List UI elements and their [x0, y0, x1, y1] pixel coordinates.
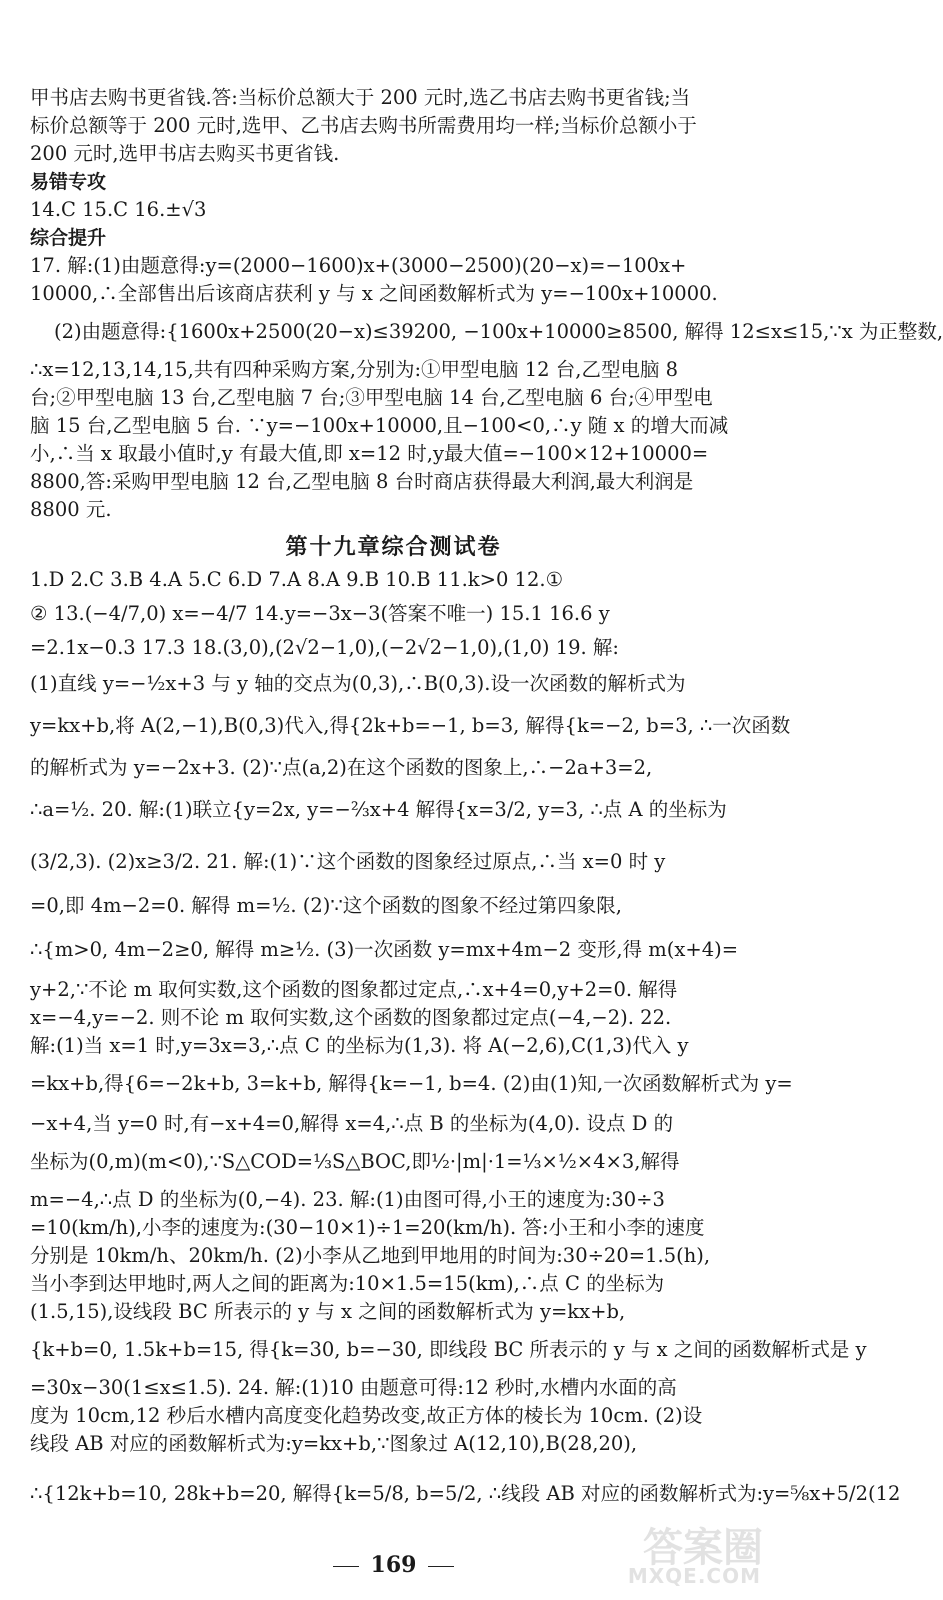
- text-line: ∴{m>0, 4m−2≥0, 解得 m≥½. (3)一次函数 y=mx+4m−2 变形,得 m(x+4)=: [30, 938, 739, 961]
- text-line: (3/2,3). (2)x≥3/2. 21. 解:(1)∵这个函数的图象经过原点,∴当 x=0 时 y: [30, 850, 666, 873]
- section-heading-zonghe: 综合提升: [30, 227, 107, 249]
- text-line: (1)直线 y=−½x+3 与 y 轴的交点为(0,3),∴B(0,3).设一次函数的解析式为: [30, 672, 686, 695]
- text-line: {k+b=0, 1.5k+b=15, 得{k=30, b=−30, 即线段 BC 所表示的 y 与 x 之间的函数解析式是 y: [30, 1338, 867, 1361]
- text-line: 1.D 2.C 3.B 4.A 5.C 6.D 7.A 8.A 9.B 10.B 11.k>0 12.①: [30, 568, 564, 591]
- text-line: ② 13.(−4/7,0) x=−4/7 14.y=−3x−3(答案不唯一) 15.1 16.6 y: [30, 602, 610, 625]
- text-line: ∴x=12,13,14,15,共有四种采购方案,分别为:①甲型电脑 12 台,乙型电脑 8: [30, 358, 679, 381]
- text-line: 当小李到达甲地时,两人之间的距离为:10×1.5=15(km),∴点 C 的坐标为: [30, 1272, 665, 1295]
- text-line: 分别是 10km/h、20km/h. (2)小李从乙地到甲地用的时间为:30÷20=1.5(h),: [30, 1244, 711, 1267]
- text-line: =30x−30(1≤x≤1.5). 24. 解:(1)10 由题意可得:12 秒时,水槽内水面的高: [30, 1376, 677, 1399]
- text-line: 度为 10cm,12 秒后水槽内高度变化趋势改变,故正方体的棱长为 10cm. (2)设: [30, 1404, 703, 1427]
- text-line: ∴{12k+b=10, 28k+b=20, 解得{k=5/8, b=5/2, ∴线段 AB 对应的函数解析式为:y=⅝x+5/2(12: [30, 1482, 901, 1505]
- text-line: y+2,∵不论 m 取何实数,这个函数的图象都过定点,∴x+4=0,y+2=0. 解得: [30, 978, 678, 1001]
- answers-14-16: 14.C 15.C 16.±√3: [30, 198, 207, 221]
- text-line: 线段 AB 对应的函数解析式为:y=kx+b,∵图象过 A(12,10),B(28,20),: [30, 1432, 638, 1455]
- text-line: 甲书店去购书更省钱.答:当标价总额大于 200 元时,选乙书店去购书更省钱;当: [30, 86, 691, 109]
- watermark-logo: [621, 1512, 769, 1590]
- watermark-text: 答案圈: [643, 1525, 763, 1571]
- text-line: 小,∴当 x 取最小值时,y 有最大值,即 x=12 时,y最大值=−100×12+10000=: [30, 442, 709, 465]
- text-line: 17. 解:(1)由题意得:y=(2000−1600)x+(3000−2500)(20−x)=−100x+: [30, 254, 687, 277]
- text-line: ∴a=½. 20. 解:(1)联立{y=2x, y=−⅔x+4 解得{x=3/2, y=3, ∴点 A 的坐标为: [30, 798, 727, 821]
- text-line: =10(km/h),小李的速度为:(30−10×1)÷1=20(km/h). 答:小王和小李的速度: [30, 1216, 705, 1239]
- text-line: 200 元时,选甲书店去购买书更省钱.: [30, 142, 340, 165]
- text-line: =kx+b,得{6=−2k+b, 3=k+b, 解得{k=−1, b=4. (2)由(1)知,一次函数解析式为 y=: [30, 1072, 793, 1095]
- chapter-title: 第十九章综合测试卷: [285, 535, 502, 560]
- page-number-text: 169: [370, 1552, 417, 1578]
- text-line: m=−4,∴点 D 的坐标为(0,−4). 23. 解:(1)由图可得,小王的速度为:30÷3: [30, 1188, 665, 1211]
- text-line: 脑 15 台,乙型电脑 5 台. ∵y=−100x+10000,且−100<0,∴y 随 x 的增大而减: [30, 414, 729, 437]
- text-line: 8800,答:采购甲型电脑 12 台,乙型电脑 8 台时商店获得最大利润,最大利润是: [30, 470, 694, 493]
- section-heading-yicuo: 易错专攻: [30, 171, 107, 193]
- text-line: (2)由题意得:{1600x+2500(20−x)≤39200, −100x+10000≥8500, 解得 12≤x≤15,∵x 为正整数,: [54, 320, 943, 343]
- text-line: y=kx+b,将 A(2,−1),B(0,3)代入,得{2k+b=−1, b=3, 解得{k=−2, b=3, ∴一次函数: [30, 714, 791, 737]
- text-line: 坐标为(0,m)(m<0),∵S△COD=⅓S△BOC,即½·|m|·1=⅓×½×4×3,解得: [30, 1150, 680, 1173]
- text-line: 解:(1)当 x=1 时,y=3x=3,∴点 C 的坐标为(1,3). 将 A(−2,6),C(1,3)代入 y: [30, 1034, 689, 1057]
- text-line: 标价总额等于 200 元时,选甲、乙书店去购书所需费用均一样;当标价总额小于: [30, 114, 697, 137]
- text-line: x=−4,y=−2. 则不论 m 取何实数,这个函数的图象都过定点(−4,−2). 22.: [30, 1006, 672, 1029]
- text-line: 10000,∴全部售出后该商店获利 y 与 x 之间函数解析式为 y=−100x+10000.: [30, 282, 718, 305]
- text-line: 8800 元.: [30, 498, 112, 521]
- text-line: −x+4,当 y=0 时,有−x+4=0,解得 x=4,∴点 B 的坐标为(4,0). 设点 D 的: [30, 1112, 674, 1135]
- text-line: =2.1x−0.3 17.3 18.(3,0),(2√2−1,0),(−2√2−1,0),(1,0) 19. 解:: [30, 636, 619, 659]
- text-line: 台;②甲型电脑 13 台,乙型电脑 7 台;③甲型电脑 14 台,乙型电脑 6 台;④甲型电: [30, 386, 713, 409]
- text-line: 的解析式为 y=−2x+3. (2)∵点(a,2)在这个函数的图象上,∴−2a+3=2,: [30, 756, 653, 779]
- text-line: (1.5,15),设线段 BC 所表示的 y 与 x 之间的函数解析式为 y=kx+b,: [30, 1300, 626, 1323]
- text-line: =0,即 4m−2=0. 解得 m=½. (2)∵这个函数的图象不经过第四象限,: [30, 894, 622, 917]
- watermark-url: MXQE.COM: [627, 1564, 761, 1588]
